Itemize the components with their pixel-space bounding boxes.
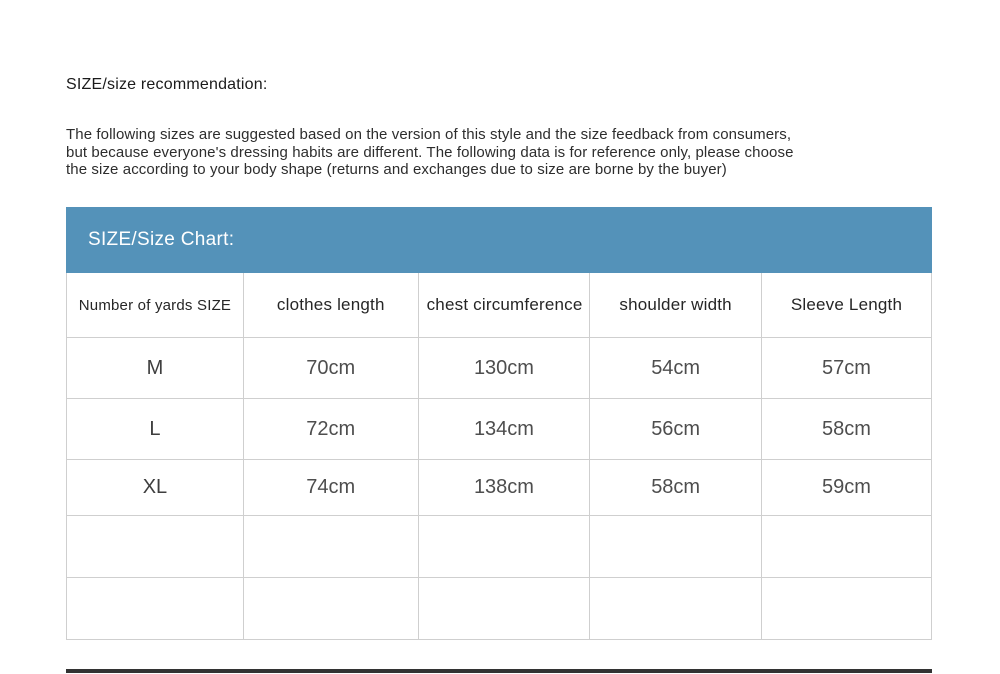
cell-sleeve-length: 59cm [761, 460, 931, 516]
cell-sleeve-length: 58cm [761, 399, 931, 460]
column-header-chest-circumference: chest circumference [418, 273, 590, 338]
empty-cell [67, 578, 244, 640]
size-chart-banner [66, 207, 932, 273]
note-line: The following sizes are suggested based on the version of this style and the size feedback from consumers, [66, 126, 792, 143]
cell-clothes-length: 70cm [243, 338, 418, 399]
empty-cell [243, 516, 418, 578]
note-line: the size according to your body shape (returns and exchanges due to size are borne by the buyer) [66, 161, 727, 179]
empty-cell [590, 516, 762, 578]
table-row-empty [67, 578, 932, 640]
size-chart-banner-title: SIZE/Size Chart: [88, 228, 235, 250]
empty-cell [67, 516, 244, 578]
empty-cell [418, 578, 590, 640]
cell-chest-circumference: 138cm [418, 460, 590, 516]
size-table-header-row [67, 273, 932, 338]
cell-clothes-length: 72cm [243, 399, 418, 460]
column-header-size: Number of yards SIZE [67, 273, 244, 338]
cell-chest-circumference: 134cm [418, 399, 590, 460]
section-heading: SIZE/size recommendation: [66, 76, 268, 93]
size-note-paragraph [66, 126, 932, 179]
table-row-m [67, 338, 932, 399]
next-section-top-edge [66, 669, 932, 673]
cell-chest-circumference: 130cm [418, 338, 590, 399]
empty-cell [590, 578, 762, 640]
cell-size: XL [67, 460, 244, 516]
size-table [66, 273, 932, 641]
empty-cell [418, 516, 590, 578]
cell-size: M [67, 338, 244, 399]
column-header-sleeve-length: Sleeve Length [761, 273, 931, 338]
table-row-empty [67, 516, 932, 578]
cell-shoulder-width: 54cm [590, 338, 762, 399]
table-row-l [67, 399, 932, 460]
cell-clothes-length: 74cm [243, 460, 418, 516]
cell-size: L [67, 399, 244, 460]
empty-cell [761, 516, 931, 578]
cell-sleeve-length: 57cm [761, 338, 931, 399]
empty-cell [761, 578, 931, 640]
cell-shoulder-width: 58cm [590, 460, 762, 516]
column-header-clothes-length: clothes length [243, 273, 418, 338]
column-header-shoulder-width: shoulder width [590, 273, 762, 338]
content-column [66, 0, 932, 640]
note-line: but because everyone's dressing habits are different. The following data is for reference only, please choose [66, 143, 794, 161]
empty-cell [243, 578, 418, 640]
table-row-xl [67, 460, 932, 516]
cell-shoulder-width: 56cm [590, 399, 762, 460]
